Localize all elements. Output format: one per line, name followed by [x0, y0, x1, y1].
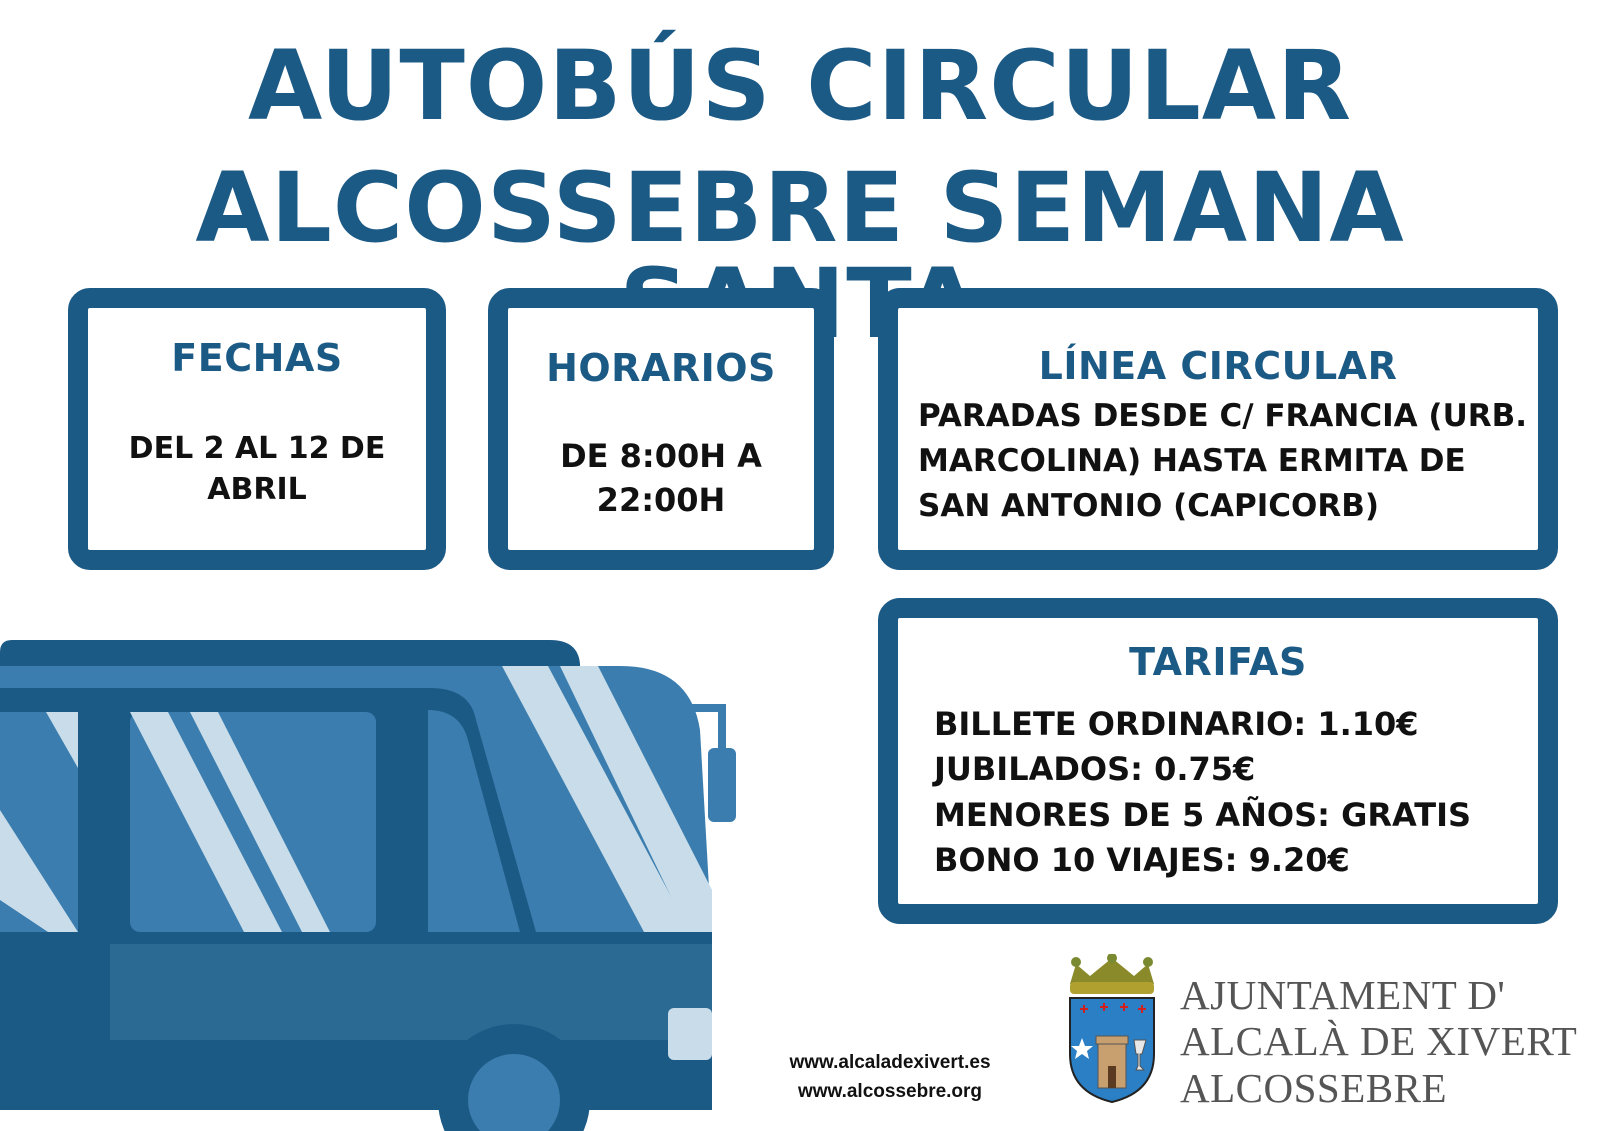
title-line-1: AUTOBÚS CIRCULAR	[248, 30, 1352, 142]
fechas-text: DEL 2 AL 12 DE ABRIL	[128, 431, 386, 508]
org-line-1: AJUNTAMENT D'	[1180, 972, 1506, 1018]
tarifas-heading: TARIFAS	[1129, 640, 1307, 684]
horarios-text: DE 8:00H A 22:00H	[560, 437, 762, 520]
municipal-crest-icon	[1062, 954, 1162, 1104]
horarios-card	[488, 288, 834, 570]
linea-text: PARADAS DESDE C/ FRANCIA (URB. MARCOLINA) HASTA ERMITA DE SAN ANTONIO (CAPICORB)	[918, 398, 1528, 524]
horarios-heading: HORARIOS	[546, 346, 776, 390]
website-link[interactable]: www.alcossebre.org	[797, 1081, 983, 1103]
tarifas-list	[934, 702, 1530, 884]
fechas-heading: FECHAS	[171, 336, 343, 380]
website-link[interactable]: www.alcaladexivert.es	[789, 1052, 991, 1073]
tarifa-item: MENORES DE 5 AÑOS: GRATIS	[934, 795, 1472, 834]
organization-name	[1180, 972, 1577, 1111]
linea-card	[878, 288, 1558, 570]
linea-heading: LÍNEA CIRCULAR	[1038, 344, 1398, 388]
fechas-card	[68, 288, 446, 570]
org-line-2: ALCALÀ DE XIVERT	[1180, 1018, 1578, 1065]
tarifas-card	[878, 598, 1558, 924]
websites	[770, 1048, 1010, 1107]
tarifa-item: JUBILADOS: 0.75€	[934, 750, 1256, 789]
org-line-3: ALCOSSEBRE	[1180, 1064, 1447, 1111]
title-line-2: ALCOSSEBRE SEMANA	[195, 152, 1405, 264]
tarifa-item: BILLETE ORDINARIO: 1.10€	[934, 705, 1419, 743]
tarifa-item: BONO 10 VIAJES: 9.20€	[934, 841, 1350, 880]
bus-illustration	[0, 640, 760, 1131]
